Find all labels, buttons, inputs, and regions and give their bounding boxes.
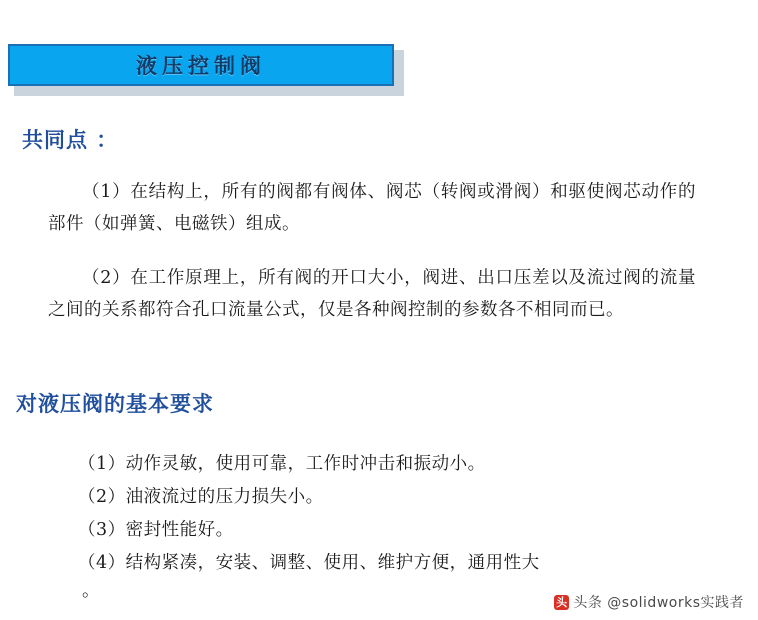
watermark [554,592,744,612]
paragraph-working-principle: （2）在工作原理上，所有阀的开口大小，阀进、出口压差以及流过阀的流量之间的关系都符合孔口流量公式，仅是各种阀控制的参数各不相同而已。 [48,268,696,320]
heading-basic-requirements: 对液压阀的基本要求 [16,392,214,416]
list-item: （4）结构紧凑，安装、调整、使用、维护方便，通用性大 [78,553,540,573]
list-item: （2）油液流过的压力损失小。 [78,487,324,507]
list-item-tail: 。 [82,581,100,601]
title-banner-box [8,44,394,86]
slide-title-banner [8,44,398,90]
paragraph-structure: （1）在结构上，所有的阀都有阀体、阀芯（转阀或滑阀）和驱使阀芯动作的部件（如弹簧、电磁铁）组成。 [48,182,696,234]
toutiao-icon: 头 [556,596,568,609]
heading-common-points: 共同点 ： [22,128,119,152]
slide-title-text: 液压控制阀 [136,54,266,78]
requirements-list [78,448,718,602]
list-item: （1）动作灵敏，使用可靠，工作时冲击和振动小。 [78,454,486,474]
list-item: （3）密封性能好。 [78,520,234,540]
watermark-text: 头条 @solidworks实践者 [573,595,744,611]
